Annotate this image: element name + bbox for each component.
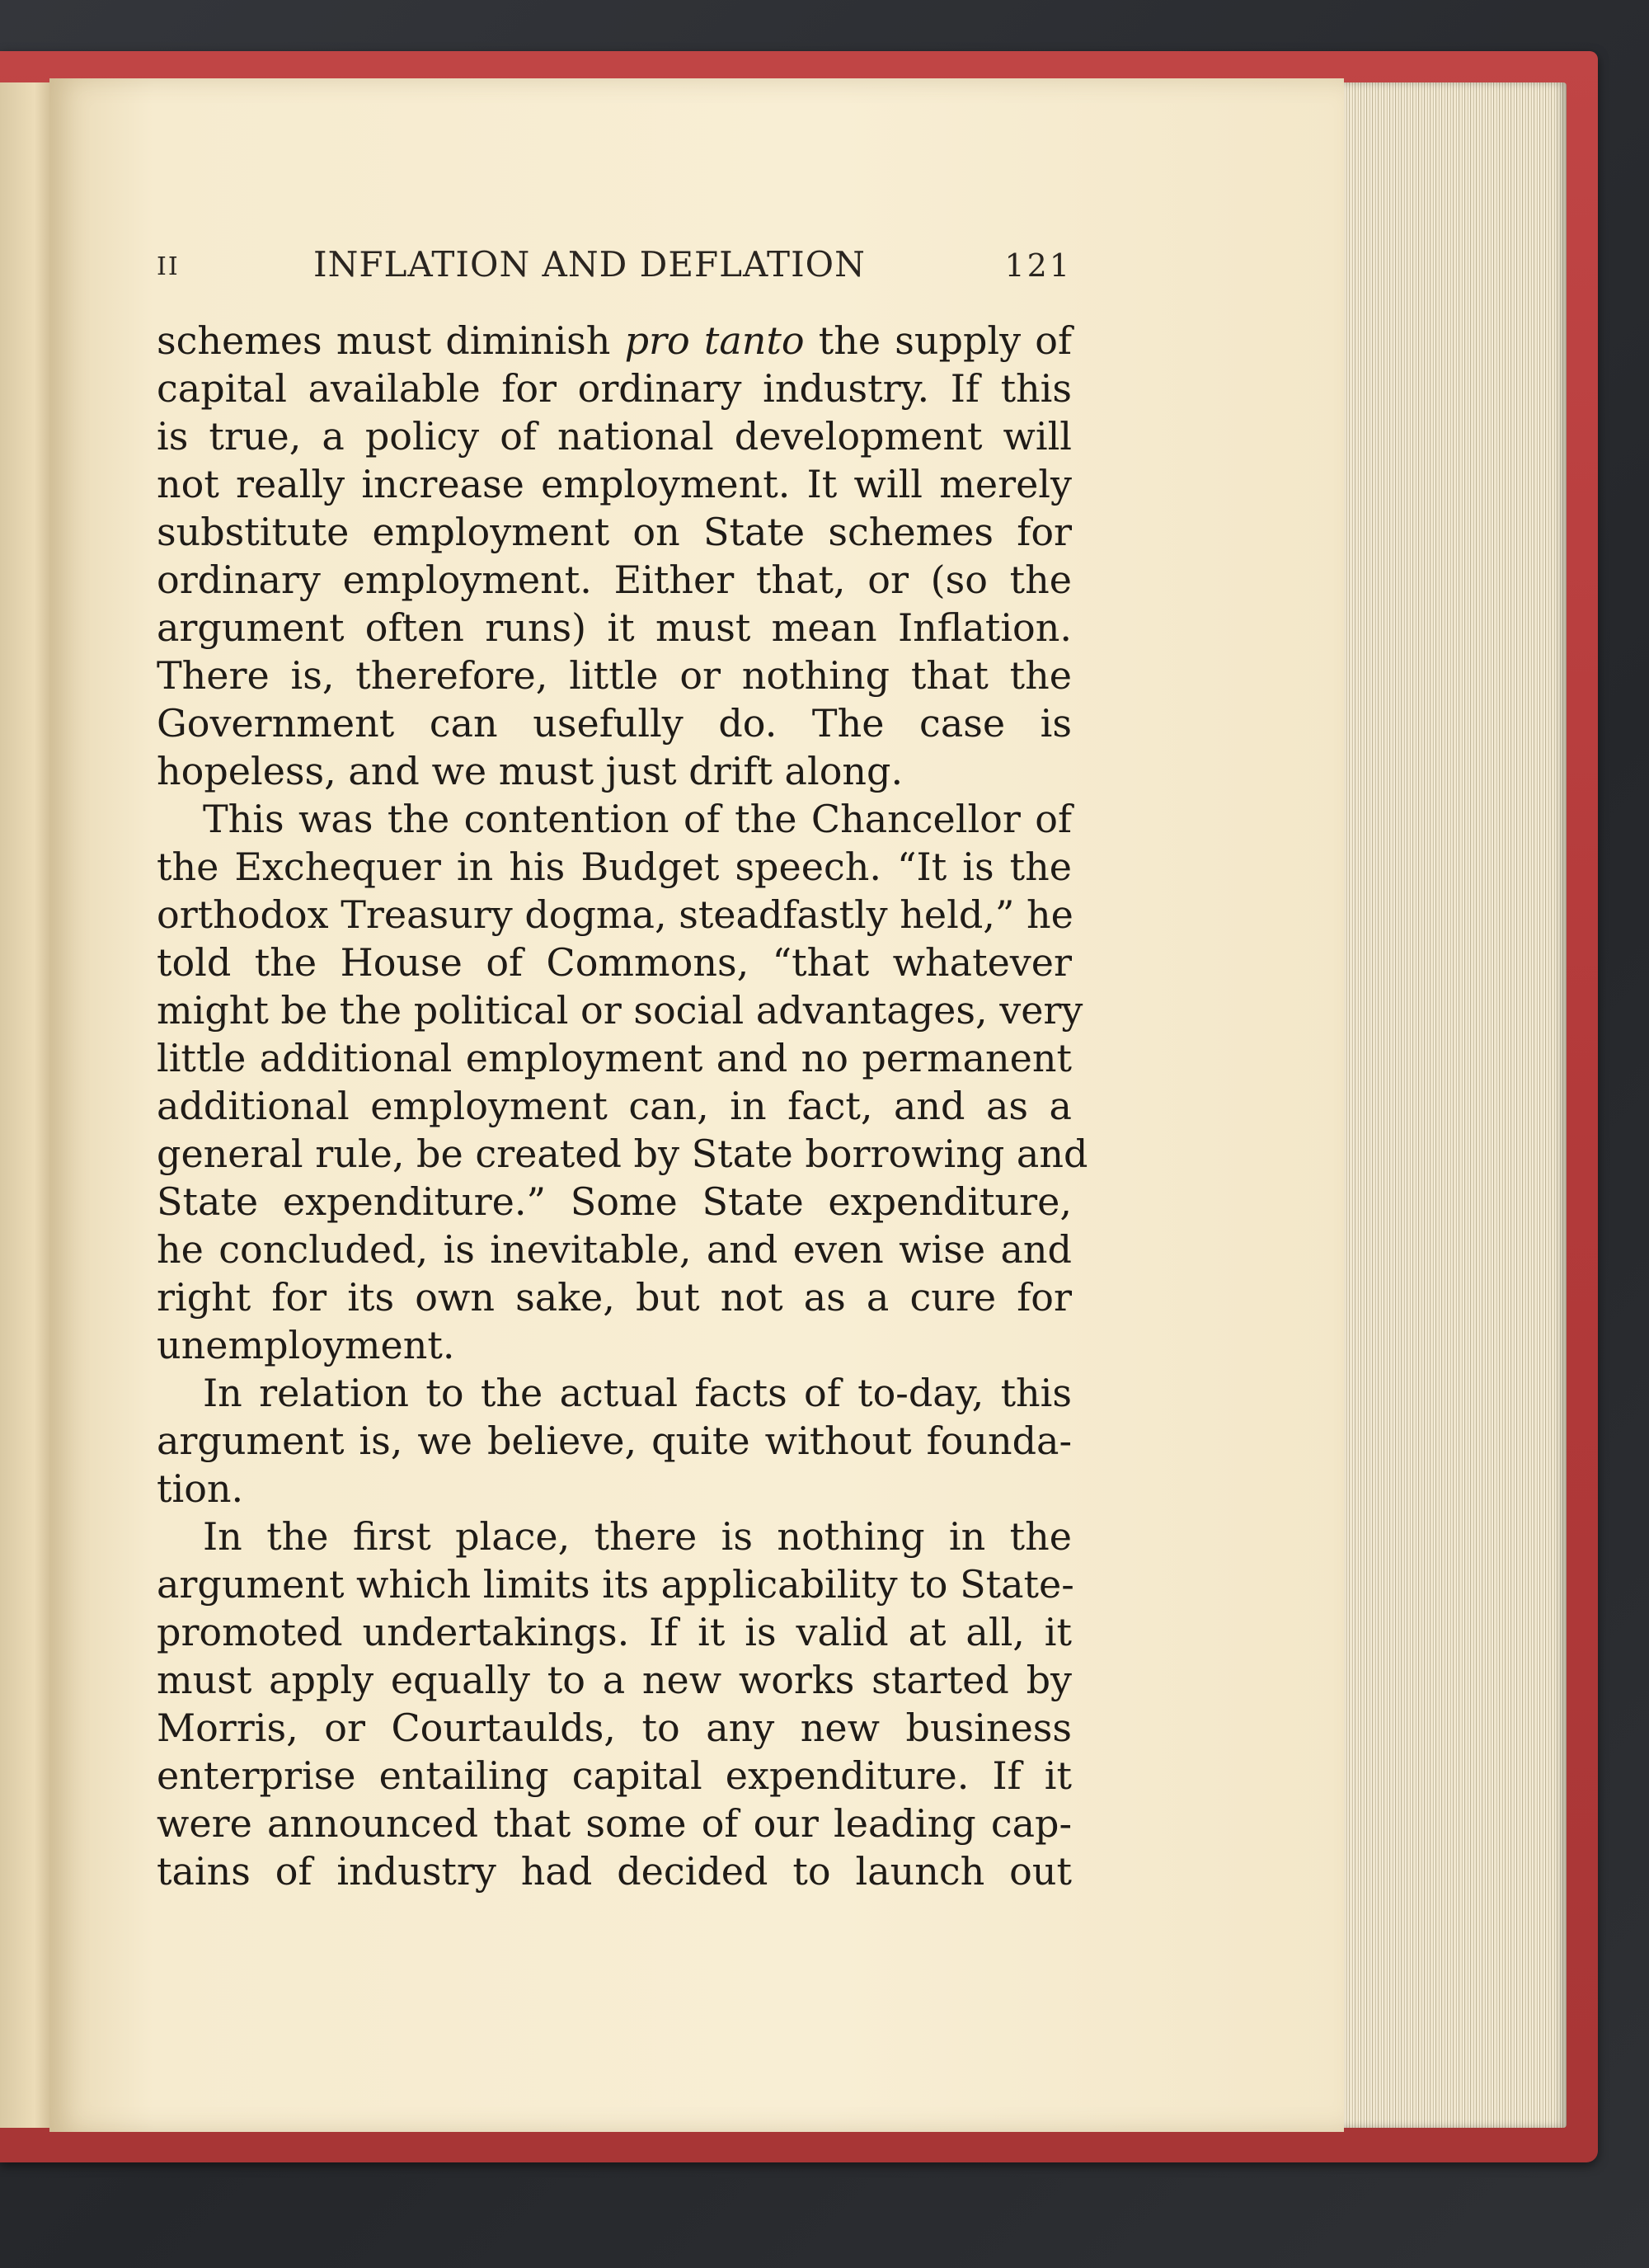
page-stack-edge [1344, 82, 1567, 2128]
text-line: he concluded, is inevitable, and even wise and [157, 1227, 1072, 1272]
previous-page-edge [0, 82, 49, 2128]
text-line: right for its own sake, but not as a cure for [157, 1275, 1072, 1320]
text-line: must apply equally to a new works started by [157, 1658, 1072, 1702]
italic-phrase: pro tanto [624, 318, 805, 363]
text-line: were announced that some of our leading cap- [157, 1801, 1072, 1846]
chapter-number: II [157, 252, 180, 281]
text-line: argument which limits its applicability to State- [157, 1562, 1074, 1607]
text-line: not really increase employment. It will merely [157, 462, 1072, 506]
text-line: general rule, be created by State borrowing and [157, 1132, 1088, 1176]
text-line: There is, therefore, little or nothing that the [157, 653, 1072, 698]
text-line: substitute employment on State schemes for [157, 510, 1072, 554]
text-line: In relation to the actual facts of to-day, this [203, 1371, 1072, 1415]
chapter-title: INFLATION AND DEFLATION [313, 244, 866, 285]
text-line: schemes must diminish pro tanto the supply of [157, 318, 1073, 363]
text-line: promoted undertakings. If it is valid at all, it [157, 1610, 1072, 1654]
text-line: enterprise entailing capital expenditure. If it [157, 1753, 1072, 1798]
text-line: This was the contention of the Chancellor of [203, 797, 1072, 841]
text-line: tion. [157, 1466, 244, 1511]
text-line: State expenditure.” Some State expenditure, [157, 1179, 1072, 1224]
text-line: Morris, or Courtaulds, to any new business [157, 1706, 1072, 1750]
text-line: the Exchequer in his Budget speech. “It is the [157, 845, 1072, 889]
text-line: hopeless, and we must just drift along. [157, 749, 904, 793]
text-line: ordinary employment. Either that, or (so the [157, 558, 1072, 602]
text-line: argument often runs) it must mean Inflation. [157, 605, 1072, 650]
text-line: little additional employment and no permanent [157, 1036, 1072, 1080]
text-line: Government can usefully do. The case is [157, 701, 1072, 746]
page-number: 121 [1004, 247, 1072, 284]
running-head [157, 241, 1072, 290]
text-line: orthodox Treasury dogma, steadfastly held,” he [157, 892, 1073, 937]
text-line: is true, a policy of national development will [157, 414, 1072, 459]
text-line: additional employment can, in fact, and as a [157, 1084, 1072, 1128]
body-text [157, 317, 1088, 1895]
text-line: unemployment. [157, 1323, 455, 1367]
text-line: argument is, we believe, quite without founda- [157, 1419, 1072, 1463]
text-line: tains of industry had decided to launch out [157, 1849, 1072, 1894]
text-line: might be the political or social advantages, very [157, 988, 1083, 1033]
text-line: told the House of Commons, “that whatever [157, 940, 1072, 985]
text-line: In the first place, there is nothing in the [203, 1514, 1072, 1559]
text-line: capital available for ordinary industry. If this [157, 366, 1072, 411]
